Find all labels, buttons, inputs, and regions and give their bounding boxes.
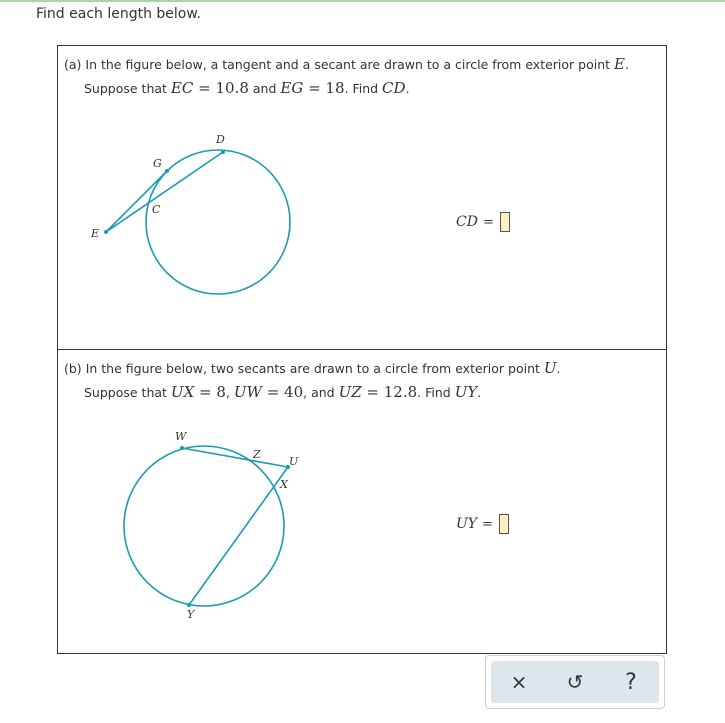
part-b-figure: [58, 350, 666, 653]
point-y: [187, 603, 191, 607]
label-y: Y: [187, 608, 195, 621]
part-a-line1: (a) In the figure below, a tangent and a secant are drawn to a circle from exterior point E.: [64, 55, 629, 73]
secant-uw: [182, 448, 288, 467]
secant-uy: [189, 467, 288, 605]
part-b-answer: UY =: [456, 514, 509, 534]
point-w: [180, 446, 184, 450]
label-e: E: [91, 227, 100, 240]
label-d: D: [216, 133, 225, 146]
part-b-line1: (b) In the figure below, two secants are drawn to a circle from exterior point U.: [64, 359, 561, 377]
help-icon[interactable]: ?: [625, 669, 637, 695]
part-a-line2: Suppose that EC = 10.8 and EG = 18. Find CD.: [84, 79, 410, 97]
point-d: [221, 150, 225, 154]
part-a-figure: [58, 46, 666, 349]
close-icon[interactable]: ×: [510, 670, 528, 694]
tangent-eg: [106, 171, 167, 232]
label-z: Z: [253, 448, 261, 461]
point-e: [104, 230, 108, 234]
uy-answer-input[interactable]: [499, 514, 509, 534]
label-u: U: [289, 455, 299, 468]
label-g: G: [153, 157, 162, 170]
circle-b: [124, 446, 284, 606]
point-g: [165, 169, 169, 173]
cd-answer-input[interactable]: [500, 212, 510, 232]
label-x: X: [280, 478, 288, 491]
part-b-line2: Suppose that UX = 8, UW = 40, and UZ = 12.8. Find UY.: [84, 383, 482, 401]
part-a-answer: CD =: [456, 212, 510, 232]
secant-ed: [106, 152, 223, 232]
top-rule: [0, 0, 725, 2]
part-a-panel: [57, 45, 667, 350]
answer-toolbar: [485, 655, 665, 709]
undo-icon[interactable]: ↺: [566, 670, 584, 694]
part-b-panel: [57, 349, 667, 654]
question-prompt: Find each length below.: [36, 6, 201, 22]
toolbar-inner: [491, 661, 659, 703]
label-c: C: [152, 203, 161, 216]
label-w: W: [175, 430, 187, 443]
